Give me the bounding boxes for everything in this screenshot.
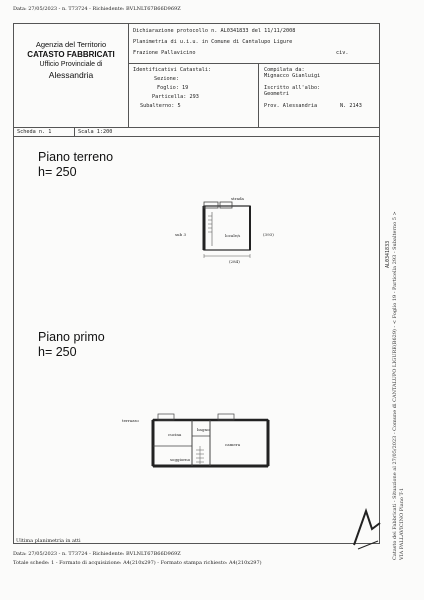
right-stamp-line-1: Catasto dei Fabbricati - Situazione al 27/05/2023 - Comune di CANTALUPO LIGURE(B629) - < Foglio 19 - Particella 293 - Subalterno 5 > [392,211,398,560]
foglio-field: Foglio: 19 [157,85,189,91]
ground-floor-plan [190,190,270,270]
footer-line-2: Totale schede: 1 - Formato di acquisizione: A4(210x297) - Formato stampa richiesto: A4(210x297) [13,560,262,566]
ground-floor-title: Piano terreno [38,150,114,164]
scheda-field: Scheda n. 1 [17,129,52,135]
iscritto-value: Geometri [264,91,289,97]
label-terrazzo: terrazzo [122,418,139,423]
agency-office: Ufficio Provinciale di [39,61,103,68]
label-locale: locale/s [225,233,241,238]
first-floor-height: h= 250 [38,345,77,359]
civ-text: civ. [336,50,349,56]
header-divider [129,63,380,64]
scale-divider [74,127,75,137]
declaration-text: Dichiarazione protocollo n. AL0341833 del 11/11/2008 [133,28,296,34]
compilata-name: Mignacco Gianluigi [264,73,321,79]
scale-row [13,127,380,137]
footer-line-1: Data: 27/05/2023 - n. T73724 - Richiedente: BVLNLT67B66D969Z [13,551,181,557]
ground-floor-height: h= 250 [38,165,77,179]
label-cucina: cucina [168,432,182,437]
signature-mark [350,505,386,550]
frazione-text: Frazione Pallavicino [133,50,196,56]
catasto-title: CATASTO FABBRICATI [27,50,115,59]
header-split [258,63,259,127]
label-bagno: bagno [197,427,210,432]
planimetry-text: Planimetria di u.i.u. in Comune di Cantalupo Ligure [133,39,293,45]
first-floor-plan [148,412,278,472]
right-stamp-line-2: VIA PALLAVICINO Piano T-1 [398,487,405,560]
compilata-title: Compilata da: [264,67,305,73]
last-plan-note: Ultima planimetria in atti [16,538,81,544]
scale-field: Scala 1:200 [78,129,113,135]
sezione-field: Sezione: [154,76,179,82]
right-side-stamp [392,180,414,560]
label-sub3: sub 3 [175,232,187,237]
iscritto-title: Iscritto all'albo: [264,85,321,91]
province-field: Prov. Alessandria [264,103,318,109]
right-protocol-id: AL0341833 [385,240,391,268]
agency-province: Alessandria [48,70,94,80]
top-stamp: Data: 27/05/2023 - n. T73724 - Richiedente: BVLNLT67B66D969Z [13,6,181,12]
number-field: N. 2143 [340,103,362,109]
agency-name: Agenzia del Territorio [35,40,107,49]
label-camera: camera [225,442,241,447]
first-floor-title: Piano primo [38,330,105,344]
subalterno-field: Subalterno: 5 [140,103,181,109]
label-soggiorno: soggiorno [170,457,191,462]
label-strada: strada [231,196,244,201]
label-dim-393: (393) [263,232,274,237]
label-dim-284: (284) [229,259,240,264]
ident-title: Identificativi Catastali: [133,67,212,73]
particella-field: Particella: 293 [152,94,199,100]
